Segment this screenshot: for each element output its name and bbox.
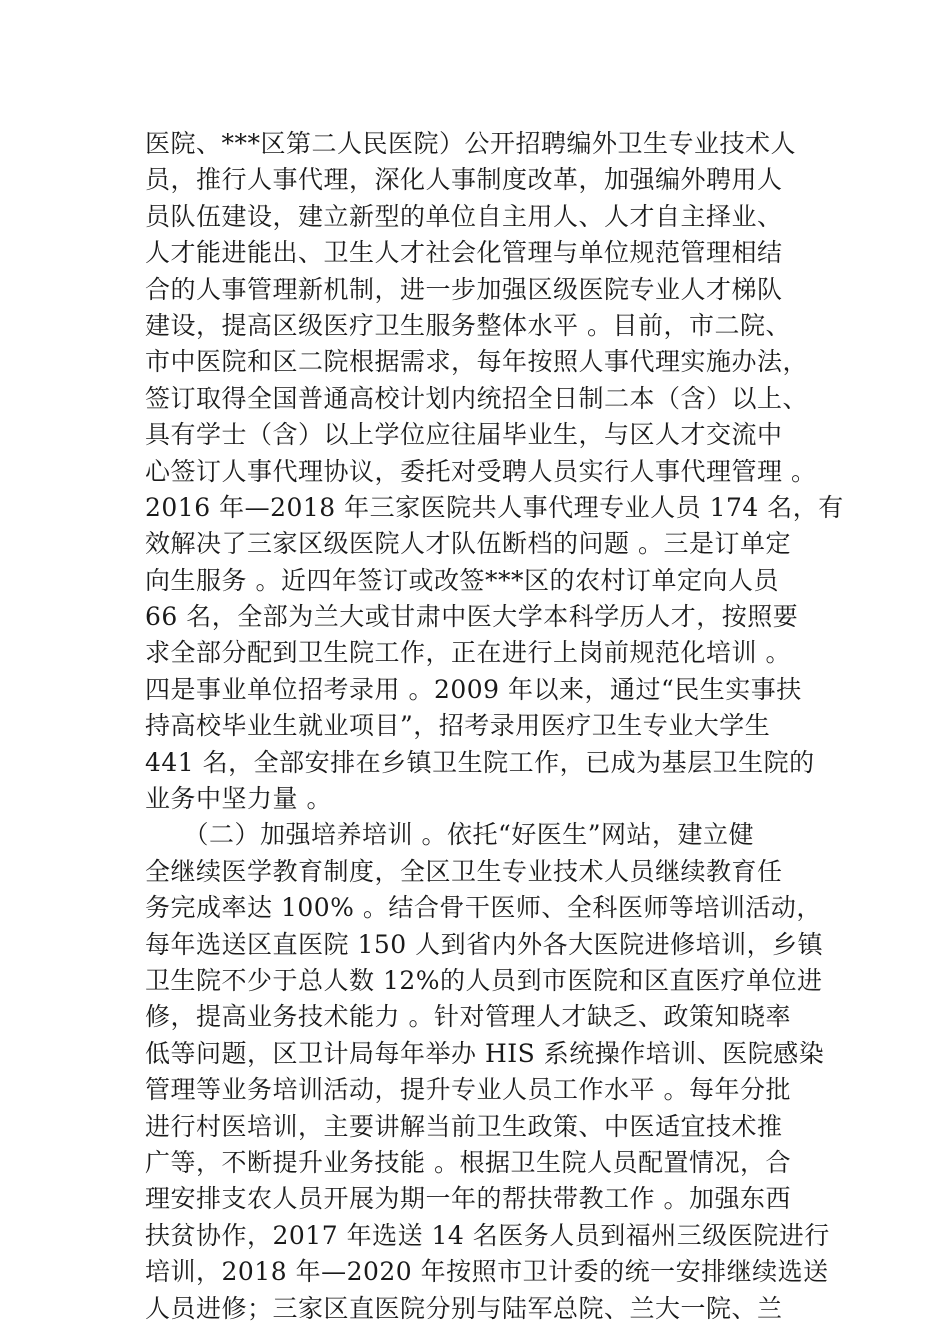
text-line: 卫生院不少于总人数 12%的人员到市医院和区直医疗单位进 [145,965,823,995]
text-line: 66 名，全部为兰大或甘肃中医大学本科学历人才，按照要 [145,602,799,632]
text-line: 持高校毕业生就业项目”，招考录用医疗卫生专业大学生 [145,711,771,741]
text-line: 医院、***区第二人民医院）公开招聘编外卫生专业技术人 [145,129,797,158]
text-line: 低等问题，区卫计局每年举办 HIS 系统操作培训、医院感染 [145,1038,825,1068]
text-line: 广等，不断提升业务技能 。根据卫生院人员配置情况，合 [145,1147,791,1177]
text-line: 2016 年—2018 年三家医院共人事代理专业人员 174 名，有 [145,492,844,522]
text-line: 业务中坚力量 。 [145,784,332,814]
text-line: 441 名，全部安排在乡镇卫生院工作，已成为基层卫生院的 [145,747,815,777]
text-line: 全继续医学教育制度，全区卫生专业技术人员继续教育任 [145,856,783,886]
text-line: 每年选送区直医院 150 人到省内外各大医院进修培训，乡镇 [145,929,824,959]
text-line: 建设，提高区级医疗卫生服务整体水平 。目前，市二院、 [145,310,791,340]
text-line: 求全部分配到卫生院工作，正在进行上岗前规范化培训 。 [145,638,791,668]
text-line: 人员进修；三家区直医院分别与陆军总院、兰大一院、兰 [145,1293,783,1323]
text-line: 管理等业务培训活动，提升专业人员工作水平 。每年分批 [145,1075,791,1105]
section-heading-line: （二）加强培养培训 。依托“好医生”网站，建立健 [145,820,755,850]
text-line: 理安排支农人员开展为期一年的帮扶带教工作 。加强东西 [145,1184,791,1214]
text-line: 合的人事管理新机制，进一步加强区级医院专业人才梯队 [145,274,783,304]
text-line: 签订取得全国普通高校计划内统招全日制二本（含）以上、 [145,383,809,413]
text-line: 务完成率达 100% 。结合骨干医师、全科医师等培训活动， [145,893,822,923]
text-line: 人才能进能出、卫生人才社会化管理与单位规范管理相结 [145,238,783,268]
text-line: 向生服务 。近四年签订或改签***区的农村订单定向人员 [145,565,779,595]
text-line: 修，提高业务技术能力 。针对管理人才缺乏、政策知晓率 [145,1002,791,1032]
text-line: 员队伍建设，建立新型的单位自主用人、人才自主择业、 [145,201,783,231]
text-line: 具有学士（含）以上学位应往届毕业生，与区人才交流中 [145,420,783,450]
text-line: 培训，2018 年—2020 年按照市卫计委的统一安排继续选送 [145,1257,829,1287]
text-line: 心签订人事代理协议，委托对受聘人员实行人事代理管理 。 [145,456,817,486]
text-line: 员，推行人事代理，深化人事制度改革，加强编外聘用人 [145,165,783,195]
text-line: 进行村医培训，主要讲解当前卫生政策、中医适宜技术推 [145,1111,783,1141]
text-line: 效解决了三家区级医院人才队伍断档的问题 。三是订单定 [145,529,791,559]
text-line: 扶贫协作，2017 年选送 14 名医务人员到福州三级医院进行 [145,1220,830,1250]
text-line: 市中医院和区二院根据需求，每年按照人事代理实施办法， [145,347,809,377]
body-text [145,126,844,1327]
text-line: 四是事业单位招考录用 。2009 年以来，通过“民生实事扶 [145,674,802,704]
